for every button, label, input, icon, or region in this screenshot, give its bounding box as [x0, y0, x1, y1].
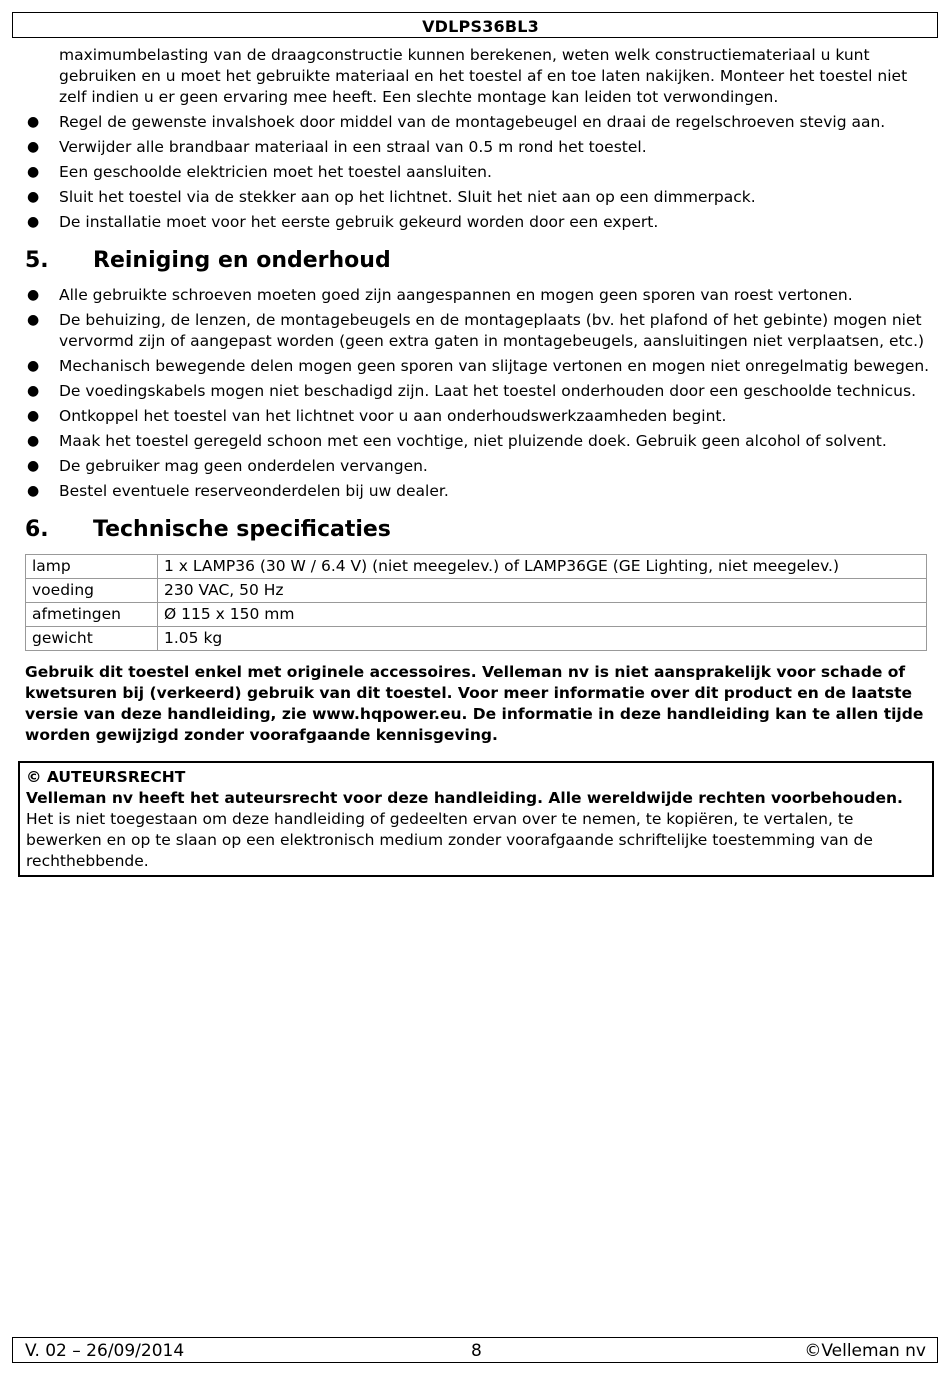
spec-value: Ø 115 x 150 mm — [158, 603, 927, 627]
bullet-icon: ● — [27, 164, 40, 180]
page-footer — [12, 1337, 938, 1363]
section-5-heading — [25, 247, 930, 275]
list-item: ● Regel de gewenste invalshoek door middel van de montagebeugel en draai de regelschroeven stevig aan. — [27, 113, 886, 131]
section-number: 5. — [25, 248, 49, 273]
bullet-icon: ● — [27, 214, 40, 230]
list-item: ● Mechanisch bewegende delen mogen geen sporen van slijtage vertonen en mogen niet onregelmatig bewegen. — [27, 357, 930, 375]
bullet-icon: ● — [27, 433, 40, 449]
list-item: ● Maak het toestel geregeld schoon met een vochtige, niet pluizende doek. Gebruik geen alcohol of solvent. — [27, 432, 887, 450]
section-number: 6. — [25, 517, 49, 542]
copyright-heading: © AUTEURSRECHT — [26, 768, 186, 786]
page-content — [25, 45, 930, 877]
list-item: ● De installatie moet voor het eerste gebruik gekeurd worden door een expert. — [27, 213, 659, 231]
bullet-icon: ● — [27, 383, 40, 399]
page-number: 8 — [471, 1341, 482, 1361]
document-model-title: VDLPS36BL3 — [422, 17, 539, 36]
bullet-icon: ● — [27, 408, 40, 424]
spec-key: lamp — [26, 555, 158, 579]
list-item: ● De gebruiker mag geen onderdelen vervangen. — [27, 457, 428, 475]
list-item: ● De behuizing, de lenzen, de montagebeugels en de montageplaats (bv. het plafond of het gebinte) mogen niet vervormd zijn of aangepast worden (geen extra gaten in montagebeugels, aansluitingen niet verplaatsen, etc.) — [27, 311, 925, 350]
table-row — [26, 603, 927, 627]
list-item: ● Ontkoppel het toestel van het lichtnet voor u aan onderhoudswerkzaamheden begint. — [27, 407, 727, 425]
table-row — [26, 627, 927, 651]
spec-value: 1.05 kg — [158, 627, 927, 651]
table-row — [26, 555, 927, 579]
spec-value: 230 VAC, 50 Hz — [158, 579, 927, 603]
list-item: ● De voedingskabels mogen niet beschadigd zijn. Laat het toestel onderhouden door een geschoolde technicus. — [27, 382, 917, 400]
bullet-icon: ● — [27, 458, 40, 474]
list-item: ● Verwijder alle brandbaar materiaal in een straal van 0.5 m rond het toestel. — [27, 138, 647, 156]
bullet-icon: ● — [27, 358, 40, 374]
copyright-bold-text: Velleman nv heeft het auteursrecht voor deze handleiding. Alle wereldwijde rechten voorbehouden. — [26, 789, 903, 807]
bullet-icon: ● — [27, 114, 40, 130]
copyright-box — [18, 761, 934, 877]
version-date: V. 02 – 26/09/2014 — [25, 1341, 185, 1361]
intro-bullet-list — [25, 112, 930, 233]
list-item: ● Een geschoolde elektricien moet het toestel aansluiten. — [27, 163, 492, 181]
list-item: ● Sluit het toestel via de stekker aan op het lichtnet. Sluit het niet aan op een dimmerpack. — [27, 188, 756, 206]
spec-key: voeding — [26, 579, 158, 603]
page-header — [12, 12, 938, 38]
table-row — [26, 579, 927, 603]
section-title: Reiniging en onderhoud — [93, 248, 391, 273]
intro-continuation-paragraph: maximumbelasting van de draagconstructie kunnen berekenen, weten welk constructiemateriaal u kunt gebruiken en u moet het gebruikte materiaal en het toestel af en toe laten nakijken. Monteer het toestel niet zelf indien u er geen ervaring mee heeft. Een slechte montage kan leiden tot verwondingen. — [59, 46, 908, 106]
bullet-icon: ● — [27, 483, 40, 499]
section-title: Technische specificaties — [93, 517, 391, 542]
copyright-body — [26, 788, 926, 872]
company-copyright: ©Velleman nv — [804, 1341, 926, 1361]
copyright-text: Het is niet toegestaan om deze handleiding of gedeelten ervan over te nemen, te kopiëren, te vertalen, te bewerken en op te slaan op een elektronisch medium zonder voorafgaande schriftelijke toestemming van de rechthebbende. — [26, 810, 873, 870]
specifications-table — [25, 554, 927, 651]
accessories-notice: Gebruik dit toestel enkel met originele accessoires. Velleman nv is niet aansprakelijk voor schade of kwetsuren bij (verkeerd) gebruik van dit toestel. Voor meer informatie over dit product en de laatste versie van deze handleiding, zie www.hqpower.eu. De informatie in deze handleiding kan te allen tijde worden gewijzigd zonder voorafgaande kennisgeving. — [25, 663, 924, 744]
bullet-icon: ● — [27, 139, 40, 155]
section-6-heading — [25, 516, 930, 544]
list-item: ● Alle gebruikte schroeven moeten goed zijn aangespannen en mogen geen sporen van roest vertonen. — [27, 286, 853, 304]
spec-key: afmetingen — [26, 603, 158, 627]
bullet-icon: ● — [27, 189, 40, 205]
bullet-icon: ● — [27, 312, 40, 328]
spec-key: gewicht — [26, 627, 158, 651]
maintenance-bullet-list — [25, 285, 930, 502]
list-item: ● Bestel eventuele reserveonderdelen bij uw dealer. — [27, 482, 449, 500]
bullet-icon: ● — [27, 287, 40, 303]
spec-value: 1 x LAMP36 (30 W / 6.4 V) (niet meegelev.) of LAMP36GE (GE Lighting, niet meegelev.) — [158, 555, 927, 579]
